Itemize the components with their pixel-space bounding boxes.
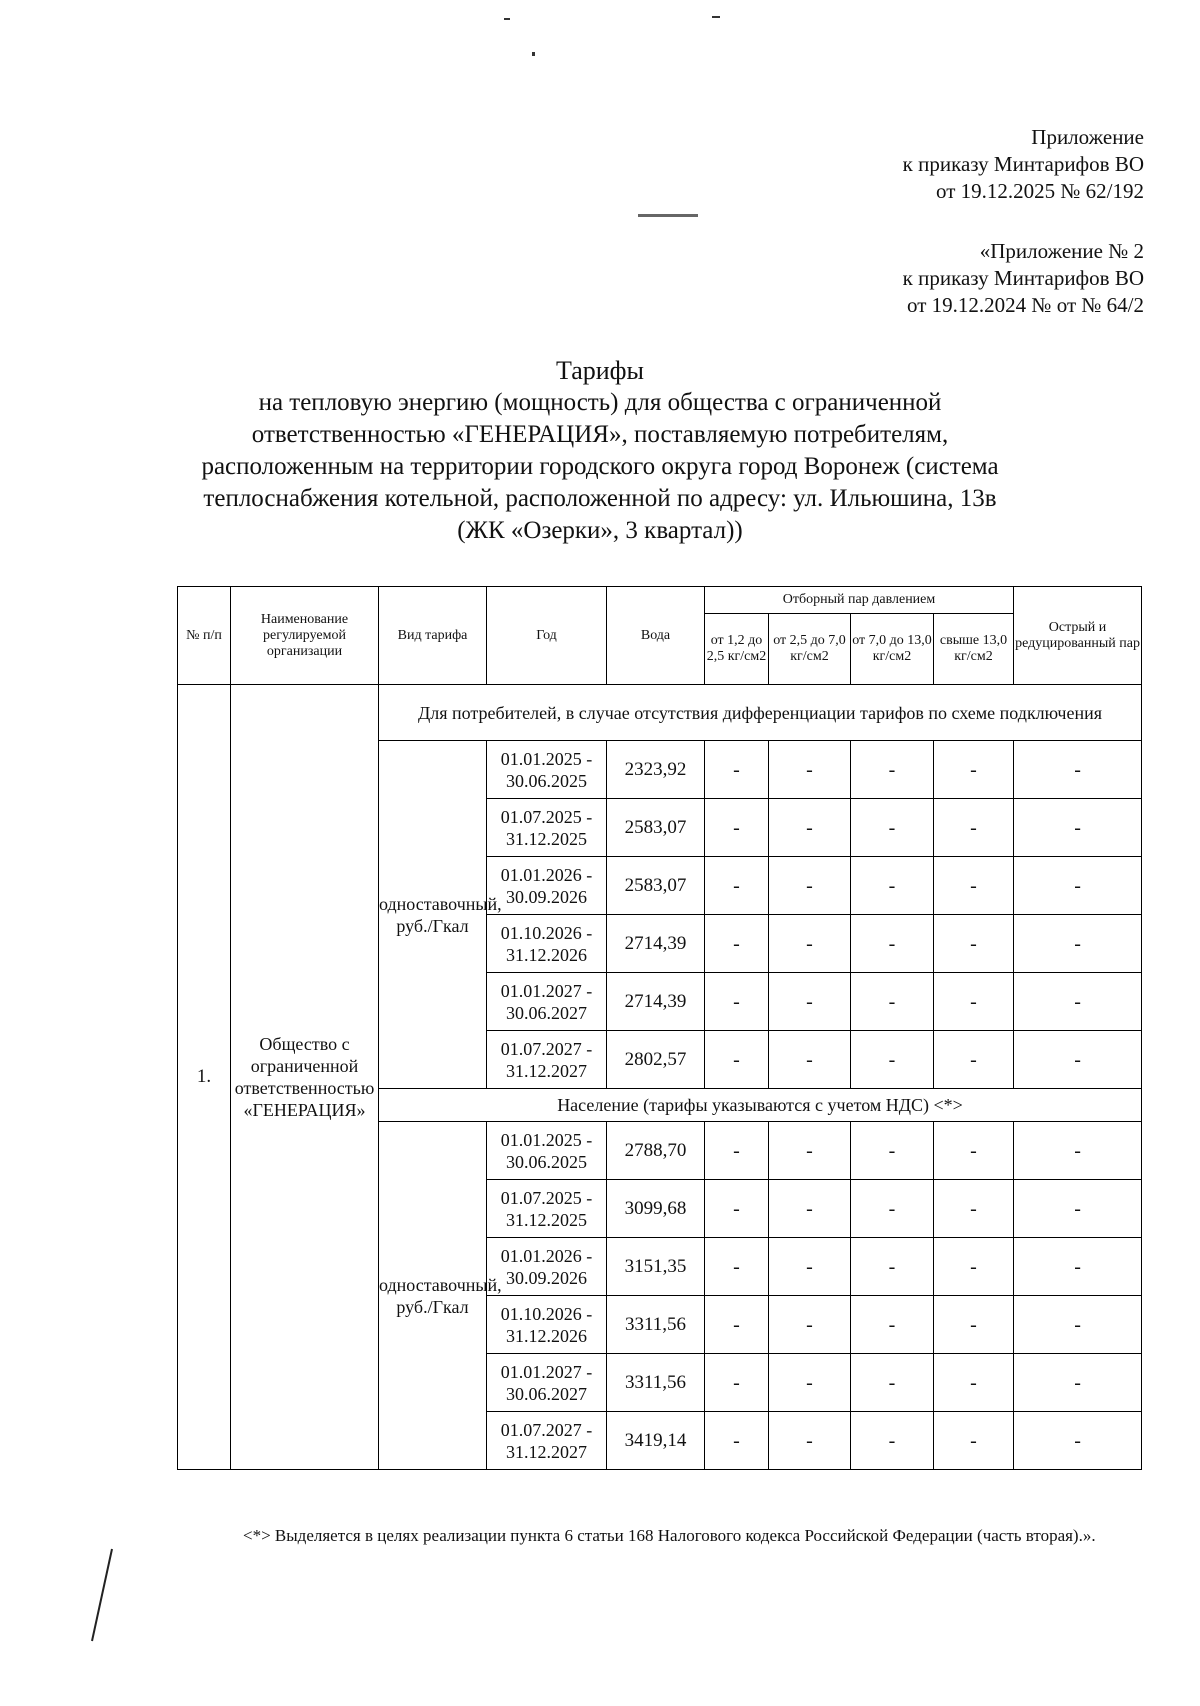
sharp-steam-value: -: [1014, 1031, 1142, 1089]
appendix2-header: [903, 238, 1144, 319]
steam-2-value: -: [769, 1238, 851, 1296]
sharp-steam-value: -: [1014, 1412, 1142, 1470]
water-value: 2714,39: [607, 915, 705, 973]
steam-3-value: -: [851, 1031, 934, 1089]
steam-1-value: -: [705, 1122, 769, 1180]
sharp-steam-value: -: [1014, 741, 1142, 799]
water-value: 3311,56: [607, 1354, 705, 1412]
steam-1-value: -: [705, 857, 769, 915]
water-value: 2802,57: [607, 1031, 705, 1089]
title-line: расположенным на территории городского округа город Воронеж (система: [201, 453, 999, 480]
appendix-order-ref: к приказу Минтарифов ВО: [902, 152, 1144, 176]
appendix-label: Приложение: [1031, 125, 1144, 149]
steam-2-value: -: [769, 857, 851, 915]
scan-speck: [504, 18, 510, 20]
steam-3-value: -: [851, 1354, 934, 1412]
steam-2-value: -: [769, 1031, 851, 1089]
steam-1-value: -: [705, 1238, 769, 1296]
steam-3-value: -: [851, 1412, 934, 1470]
water-value: 3419,14: [607, 1412, 705, 1470]
sharp-steam-value: -: [1014, 915, 1142, 973]
period-cell: 01.10.2026 - 31.12.2026: [487, 915, 607, 973]
steam-2-value: -: [769, 1180, 851, 1238]
steam-2-value: -: [769, 799, 851, 857]
steam-2-value: -: [769, 1296, 851, 1354]
sharp-steam-value: -: [1014, 1354, 1142, 1412]
footnote-text: <*> Выделяется в целях реализации пункта 6 статьи 168 Налогового кодекса Российской Федерации (часть вторая).».: [243, 1526, 1096, 1545]
header-num: № п/п: [178, 587, 231, 685]
sharp-steam-value: -: [1014, 973, 1142, 1031]
header-water: Вода: [607, 587, 705, 685]
sharp-steam-value: -: [1014, 799, 1142, 857]
water-value: 2583,07: [607, 857, 705, 915]
header-steam-2: от 2,5 до 7,0 кг/см2: [769, 614, 851, 685]
period-cell: 01.01.2026 - 30.09.2026: [487, 1238, 607, 1296]
steam-2-value: -: [769, 973, 851, 1031]
steam-1-value: -: [705, 1296, 769, 1354]
steam-3-value: -: [851, 1238, 934, 1296]
steam-2-value: -: [769, 1412, 851, 1470]
appendix2-order-date: от 19.12.2024 № от № 64/2: [907, 293, 1144, 317]
steam-4-value: -: [934, 1180, 1014, 1238]
header-steam-3: от 7,0 до 13,0 кг/см2: [851, 614, 934, 685]
steam-4-value: -: [934, 973, 1014, 1031]
tariff-kind: одноставочный, руб./Гкал: [379, 741, 487, 1089]
header-steam-1: от 1,2 до 2,5 кг/см2: [705, 614, 769, 685]
steam-4-value: -: [934, 1031, 1014, 1089]
steam-3-value: -: [851, 799, 934, 857]
sharp-steam-value: -: [1014, 1296, 1142, 1354]
steam-1-value: -: [705, 741, 769, 799]
margin-pen-stroke: [86, 1545, 116, 1645]
steam-1-value: -: [705, 915, 769, 973]
steam-4-value: -: [934, 1412, 1014, 1470]
sharp-steam-value: -: [1014, 1122, 1142, 1180]
period-cell: 01.01.2026 - 30.09.2026: [487, 857, 607, 915]
steam-3-value: -: [851, 915, 934, 973]
row-number: 1.: [178, 685, 231, 1470]
steam-4-value: -: [934, 799, 1014, 857]
steam-1-value: -: [705, 1354, 769, 1412]
header-steam-group: Отборный пар давлением: [705, 587, 1014, 614]
steam-2-value: -: [769, 1122, 851, 1180]
period-cell: 01.01.2025 - 30.06.2025: [487, 741, 607, 799]
steam-4-value: -: [934, 741, 1014, 799]
steam-3-value: -: [851, 1122, 934, 1180]
sharp-steam-value: -: [1014, 857, 1142, 915]
scan-speck: [532, 52, 535, 56]
steam-1-value: -: [705, 1412, 769, 1470]
period-cell: 01.01.2027 - 30.06.2027: [487, 973, 607, 1031]
title-line: на тепловую энергию (мощность) для общества с ограниченной: [258, 389, 942, 416]
period-cell: 01.07.2025 - 31.12.2025: [487, 1180, 607, 1238]
steam-2-value: -: [769, 741, 851, 799]
water-value: 3311,56: [607, 1296, 705, 1354]
appendix2-label: «Приложение № 2: [979, 239, 1144, 263]
steam-1-value: -: [705, 973, 769, 1031]
steam-3-value: -: [851, 857, 934, 915]
period-cell: 01.07.2025 - 31.12.2025: [487, 799, 607, 857]
tariff-table: [177, 586, 1142, 1470]
document-title: [150, 355, 1050, 547]
footnote: [177, 1523, 1141, 1548]
title-main: Тарифы: [555, 356, 644, 385]
steam-2-value: -: [769, 1354, 851, 1412]
steam-3-value: -: [851, 741, 934, 799]
steam-3-value: -: [851, 973, 934, 1031]
period-cell: 01.01.2027 - 30.06.2027: [487, 1354, 607, 1412]
header-kind: Вид тарифа: [379, 587, 487, 685]
period-cell: 01.01.2025 - 30.06.2025: [487, 1122, 607, 1180]
title-line: (ЖК «Озерки», 3 квартал)): [457, 517, 743, 544]
appendix-header: [903, 124, 1144, 205]
appendix2-order-ref: к приказу Минтарифов ВО: [902, 266, 1144, 290]
water-value: 2714,39: [607, 973, 705, 1031]
steam-4-value: -: [934, 1354, 1014, 1412]
steam-1-value: -: [705, 1180, 769, 1238]
tariff-kind: одноставочный, руб./Гкал: [379, 1122, 487, 1470]
steam-4-value: -: [934, 857, 1014, 915]
header-org: Наименование регулируемой организации: [231, 587, 379, 685]
steam-4-value: -: [934, 1238, 1014, 1296]
section-title: Население (тарифы указываются с учетом НДС) <*>: [379, 1089, 1142, 1122]
water-value: 2323,92: [607, 741, 705, 799]
period-cell: 01.10.2026 - 31.12.2026: [487, 1296, 607, 1354]
org-name: Общество с ограниченной ответственностью «ГЕНЕРАЦИЯ»: [231, 685, 379, 1470]
period-cell: 01.07.2027 - 31.12.2027: [487, 1031, 607, 1089]
steam-4-value: -: [934, 1122, 1014, 1180]
water-value: 2788,70: [607, 1122, 705, 1180]
scan-speck: [638, 214, 698, 217]
steam-4-value: -: [934, 915, 1014, 973]
scan-speck: [712, 16, 720, 18]
period-cell: 01.07.2027 - 31.12.2027: [487, 1412, 607, 1470]
section-title: Для потребителей, в случае отсутствия дифференциации тарифов по схеме подключения: [379, 685, 1142, 741]
water-value: 3151,35: [607, 1238, 705, 1296]
sharp-steam-value: -: [1014, 1180, 1142, 1238]
water-value: 2583,07: [607, 799, 705, 857]
title-line: теплоснабжения котельной, расположенной по адресу: ул. Ильюшина, 13в: [203, 485, 997, 512]
header-steam-4: свыше 13,0 кг/см2: [934, 614, 1014, 685]
steam-1-value: -: [705, 799, 769, 857]
header-sharp-steam: Острый и редуцированный пар: [1014, 587, 1142, 685]
appendix-order-date: от 19.12.2025 № 62/192: [935, 179, 1144, 203]
steam-2-value: -: [769, 915, 851, 973]
title-line: ответственностью «ГЕНЕРАЦИЯ», поставляемую потребителям,: [251, 421, 949, 448]
header-year: Год: [487, 587, 607, 685]
steam-3-value: -: [851, 1296, 934, 1354]
steam-1-value: -: [705, 1031, 769, 1089]
sharp-steam-value: -: [1014, 1238, 1142, 1296]
water-value: 3099,68: [607, 1180, 705, 1238]
steam-3-value: -: [851, 1180, 934, 1238]
steam-4-value: -: [934, 1296, 1014, 1354]
